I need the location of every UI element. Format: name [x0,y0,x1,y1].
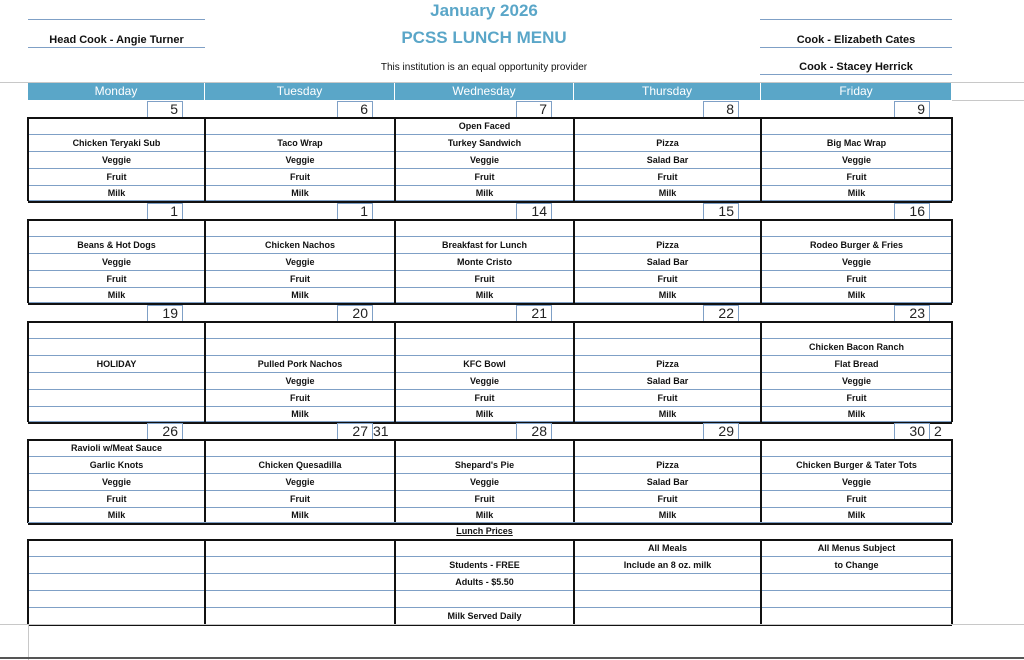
date-number-wednesday: 28 [516,423,552,440]
date-number-tuesday: 20 [337,305,373,322]
menu-cell-friday: Milk [761,508,952,523]
menu-cell-friday: Fruit [761,390,952,407]
menu-cell-monday: Fruit [28,491,205,508]
menu-cell-thursday: Salad Bar [574,152,761,169]
menu-cell-friday: Fruit [761,271,952,288]
menu-cell-tuesday: Milk [205,508,395,523]
menu-cell-thursday [574,118,761,135]
menu-cell-tuesday: Veggie [205,474,395,491]
menu-cell-wednesday: Milk [395,407,574,422]
students-price: Students - FREE [449,560,520,570]
menu-cell-wednesday: Veggie [395,152,574,169]
column-divider [394,321,396,422]
menu-cell-tuesday: Veggie [205,152,395,169]
date-number-extra-tuesday: 31 [373,423,389,439]
menu-cell-tuesday: Milk [205,288,395,303]
cook-label-2: Cook - Stacey Herrick [799,61,913,73]
menu-cell-tuesday [205,220,395,237]
menu-cell-tuesday: Fruit [205,271,395,288]
menu-cell-wednesday: Turkey Sandwich [395,135,574,152]
menu-cell-wednesday: Veggie [395,373,574,390]
menu-cell-monday: Veggie [28,474,205,491]
menu-cell-friday: Rodeo Burger & Fries [761,237,952,254]
menu-cell-thursday: Salad Bar [574,254,761,271]
menu-cell-friday: Fruit [761,169,952,186]
menu-cell-tuesday: Veggie [205,254,395,271]
day-header-tuesday: Tuesday [205,83,395,100]
menu-cell-monday: Garlic Knots [28,457,205,474]
column-divider [394,117,396,201]
menu-cell-tuesday [205,339,395,356]
menu-cell-wednesday: Monte Cristo [395,254,574,271]
menu-cell-friday: Veggie [761,373,952,390]
date-number-wednesday: 14 [516,203,552,220]
date-number-friday: 16 [894,203,930,220]
date-number-monday: 1 [147,203,183,220]
menu-cell-wednesday: Fruit [395,271,574,288]
include-milk-note: Include an 8 oz. milk [623,560,712,570]
milk-served-daily-note: Milk Served Daily [447,611,522,621]
menu-cell-thursday: Pizza [574,135,761,152]
menu-cell-wednesday: Milk [395,288,574,303]
menu-cell-wednesday: Fruit [395,491,574,508]
column-divider [394,439,396,523]
menu-cell-tuesday: Milk [205,186,395,201]
menu-cell-monday [28,390,205,407]
menu-cell-tuesday: Fruit [205,390,395,407]
all-meals-note: All Meals [647,543,687,553]
cook-label-1: Cook - Elizabeth Cates [796,34,916,46]
menu-cell-monday: Fruit [28,169,205,186]
menu-cell-friday [761,322,952,339]
menu-cell-monday: Veggie [28,152,205,169]
menu-cell-wednesday: Open Faced [395,118,574,135]
menu-cell-wednesday: Veggie [395,474,574,491]
column-divider [204,117,206,201]
column-divider [204,321,206,422]
column-divider [394,219,396,303]
column-divider [573,117,575,201]
menu-cell-tuesday: Veggie [205,373,395,390]
menu-cell-friday: Fruit [761,491,952,508]
menu-cell-tuesday: Pulled Pork Nachos [205,356,395,373]
date-number-tuesday: 27 [337,423,373,440]
column-divider [951,219,953,303]
menu-cell-thursday: Pizza [574,356,761,373]
column-divider [760,219,762,303]
menu-cell-monday: Chicken Teryaki Sub [28,135,205,152]
date-number-monday: 26 [147,423,183,440]
menu-cell-friday: Chicken Burger & Tater Tots [761,457,952,474]
page-edge-line [0,657,1024,659]
menu-cell-thursday [574,220,761,237]
menu-cell-tuesday: Chicken Quesadilla [205,457,395,474]
menu-cell-thursday: Pizza [574,457,761,474]
menu-cell-friday [761,118,952,135]
menu-cell-friday: Veggie [761,254,952,271]
menu-cell-thursday: Pizza [574,237,761,254]
menu-cell-friday: Veggie [761,152,952,169]
date-number-thursday: 8 [703,101,739,118]
menu-cell-wednesday: Fruit [395,169,574,186]
menu-cell-friday: Flat Bread [761,356,952,373]
menu-cell-tuesday [205,118,395,135]
to-change-note: to Change [834,560,879,570]
menu-cell-monday: Ravioli w/Meat Sauce [28,440,205,457]
menu-cell-monday: Fruit [28,271,205,288]
column-divider [951,117,953,201]
menu-cell-wednesday: Milk [395,186,574,201]
date-number-monday: 19 [147,305,183,322]
day-header-friday: Friday [761,83,952,100]
menu-cell-friday: Milk [761,288,952,303]
menu-cell-monday: Veggie [28,254,205,271]
column-divider [760,439,762,523]
menu-cell-friday: Veggie [761,474,952,491]
menu-cell-monday [28,322,205,339]
menu-cell-wednesday: Milk [395,508,574,523]
menu-cell-monday: Beans & Hot Dogs [28,237,205,254]
menu-cell-friday [761,440,952,457]
column-divider [27,117,29,201]
column-divider [27,219,29,303]
adults-price: Adults - $5.50 [455,577,514,587]
menu-cell-friday: Milk [761,186,952,201]
date-number-thursday: 29 [703,423,739,440]
page-left-line [28,624,29,660]
date-number-friday: 30 [894,423,930,440]
menu-cell-thursday: Milk [574,186,761,201]
menu-cell-tuesday: Chicken Nachos [205,237,395,254]
page-bottom-line [0,624,1024,625]
menu-cell-monday [28,220,205,237]
equal-opportunity-note: This institution is an equal opportunity provider [380,62,588,73]
menu-cell-monday: Milk [28,288,205,303]
date-number-monday: 5 [147,101,183,118]
prices-row-line [28,590,952,591]
column-divider [760,117,762,201]
column-divider [951,321,953,422]
menu-cell-wednesday: Fruit [395,390,574,407]
month-title: January 2026 [430,1,538,20]
menu-title: PCSS LUNCH MENU [401,28,567,47]
date-number-tuesday: 1 [337,203,373,220]
head-cook-label: Head Cook - Angie Turner [49,34,184,46]
date-number-friday: 23 [894,305,930,322]
column-divider [951,439,953,523]
menu-cell-thursday: Milk [574,508,761,523]
column-divider [573,219,575,303]
menu-cell-wednesday [395,220,574,237]
column-divider [573,439,575,523]
menu-cell-tuesday: Milk [205,407,395,422]
date-number-extra-friday: 2 [934,423,942,439]
menu-cell-thursday [574,322,761,339]
menu-cell-tuesday [205,440,395,457]
menu-cell-thursday [574,440,761,457]
menu-cell-wednesday [395,440,574,457]
menu-cell-thursday: Fruit [574,271,761,288]
menu-cell-friday: Chicken Bacon Ranch [761,339,952,356]
menu-cell-wednesday [395,322,574,339]
column-divider [204,219,206,303]
menu-cell-friday [761,220,952,237]
column-divider [27,439,29,523]
menu-cell-friday: Milk [761,407,952,422]
date-number-thursday: 22 [703,305,739,322]
menu-cell-monday: Milk [28,508,205,523]
day-header-wednesday: Wednesday [395,83,574,100]
menu-cell-wednesday: Shepard's Pie [395,457,574,474]
menu-cell-thursday: Fruit [574,390,761,407]
prices-column-divider [204,539,206,624]
menu-cell-thursday: Fruit [574,169,761,186]
menu-cell-thursday: Salad Bar [574,373,761,390]
menu-cell-tuesday: Taco Wrap [205,135,395,152]
menu-cell-monday [28,373,205,390]
date-number-thursday: 15 [703,203,739,220]
menu-cell-tuesday: Fruit [205,169,395,186]
date-number-wednesday: 7 [516,101,552,118]
menu-cell-wednesday [395,339,574,356]
column-divider [573,321,575,422]
day-header-thursday: Thursday [574,83,761,100]
prices-column-divider [27,539,29,624]
menus-subject-note: All Menus Subject [817,543,896,553]
date-number-friday: 9 [894,101,930,118]
date-number-tuesday: 6 [337,101,373,118]
menu-cell-monday: HOLIDAY [28,356,205,373]
menu-cell-thursday: Milk [574,407,761,422]
column-divider [760,321,762,422]
menu-cell-thursday: Milk [574,288,761,303]
date-number-wednesday: 21 [516,305,552,322]
menu-cell-monday [28,118,205,135]
menu-cell-thursday: Salad Bar [574,474,761,491]
column-divider [27,321,29,422]
menu-cell-monday [28,339,205,356]
menu-cell-monday [28,407,205,422]
menu-cell-friday: Big Mac Wrap [761,135,952,152]
menu-cell-tuesday [205,322,395,339]
menu-cell-thursday [574,339,761,356]
menu-cell-wednesday: Breakfast for Lunch [395,237,574,254]
menu-cell-wednesday: KFC Bowl [395,356,574,373]
day-header-monday: Monday [28,83,205,100]
menu-cell-monday: Milk [28,186,205,201]
menu-cell-thursday: Fruit [574,491,761,508]
menu-cell-tuesday: Fruit [205,491,395,508]
column-divider [204,439,206,523]
lunch-prices-heading: Lunch Prices [456,526,513,536]
